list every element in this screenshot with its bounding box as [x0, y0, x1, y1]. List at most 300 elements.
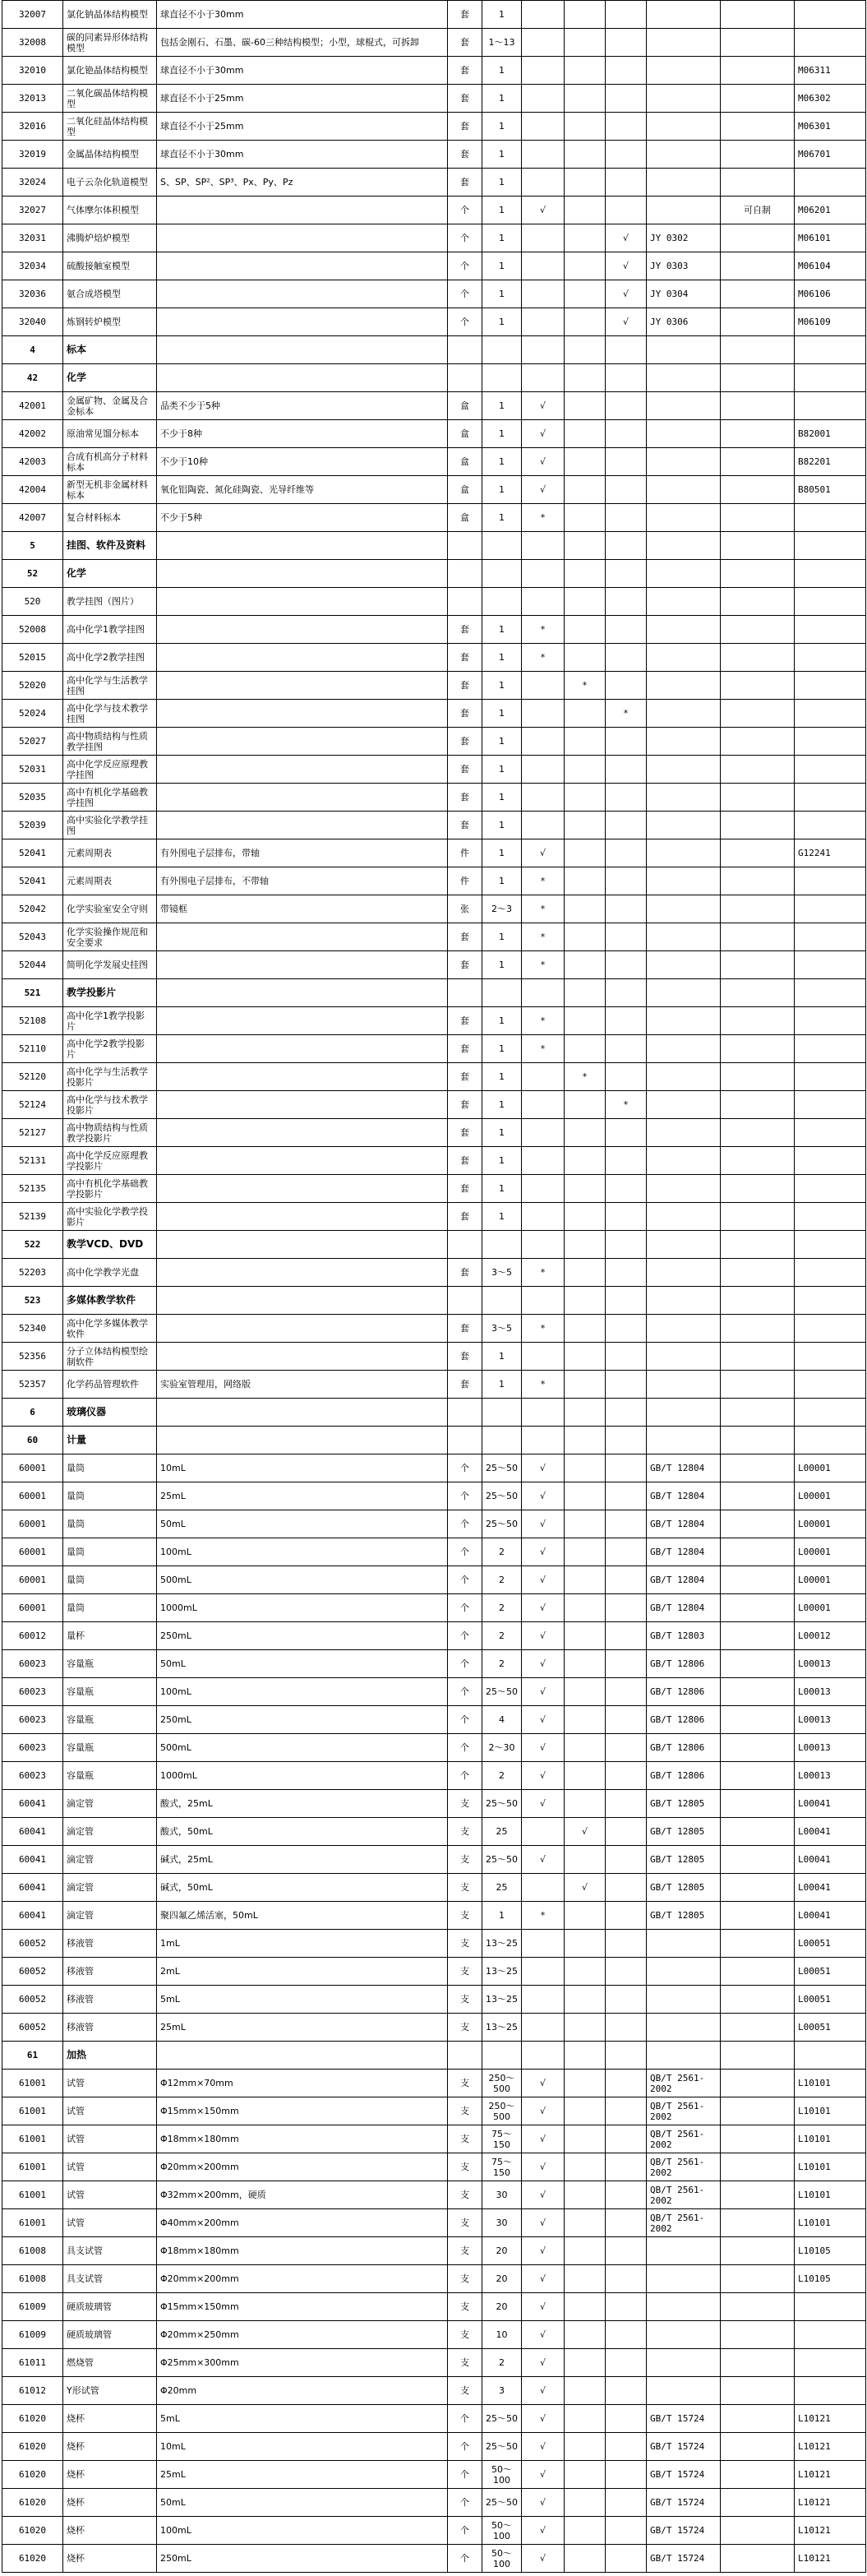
item-quantity-cell: 25～50 [482, 1454, 522, 1482]
item-name-cell: 合成有机高分子材料标本 [63, 448, 157, 476]
item-standard-cell [647, 895, 721, 923]
item-standard-cell: QB/T 2561-2002 [647, 2153, 721, 2181]
item-code-cell: 52340 [2, 1315, 63, 1343]
item-spec-cell: Φ20mm×250mm [157, 2321, 448, 2349]
item-ref-code-cell [795, 700, 866, 728]
item-mark-a-cell [522, 252, 565, 280]
table-row [2, 2153, 866, 2181]
item-name-cell: 高中物质结构与性质教学挂图 [63, 728, 157, 756]
item-ref-code-cell [795, 784, 866, 812]
item-code-cell: 32027 [2, 197, 63, 224]
item-unit-cell: 套 [448, 951, 482, 979]
table-row [2, 420, 866, 448]
item-name-cell: 高中化学反应原理教学投影片 [63, 1147, 157, 1175]
item-mark-c-cell [606, 2405, 647, 2433]
item-name-cell: 燃烧管 [63, 2349, 157, 2377]
item-note-cell [721, 1063, 795, 1091]
item-quantity-cell: 25～50 [482, 1790, 522, 1818]
item-mark-a-cell [522, 2014, 565, 2042]
item-standard-cell [647, 672, 721, 700]
item-unit-cell: 支 [448, 2070, 482, 2097]
item-quantity-cell: 50～100 [482, 2545, 522, 2573]
item-code-cell: 521 [2, 979, 63, 1007]
table-row [2, 308, 866, 336]
item-ref-code-cell: L10105 [795, 2237, 866, 2265]
item-mark-b-cell [565, 1035, 606, 1063]
item-ref-code-cell [795, 1175, 866, 1203]
item-name-cell: 烧杯 [63, 2517, 157, 2545]
item-unit-cell: 支 [448, 2125, 482, 2153]
item-standard-cell [647, 1119, 721, 1147]
item-mark-b-cell [565, 85, 606, 113]
item-spec-cell [157, 532, 448, 560]
table-row [2, 1091, 866, 1119]
item-ref-code-cell [795, 532, 866, 560]
item-unit-cell [448, 2042, 482, 2070]
item-ref-code-cell [795, 644, 866, 672]
item-unit-cell: 套 [448, 1, 482, 29]
item-ref-code-cell: L00013 [795, 1650, 866, 1678]
item-standard-cell [647, 1007, 721, 1035]
item-name-cell: 计量 [63, 1427, 157, 1454]
item-name-cell: 教学VCD、DVD [63, 1231, 157, 1259]
item-mark-b-cell [565, 588, 606, 616]
item-spec-cell: 25mL [157, 2014, 448, 2042]
item-mark-b-cell [565, 700, 606, 728]
item-mark-a-cell: * [522, 504, 565, 532]
item-mark-b-cell [565, 57, 606, 85]
item-mark-b-cell [565, 951, 606, 979]
item-unit-cell: 个 [448, 2517, 482, 2545]
item-standard-cell [647, 560, 721, 588]
item-quantity-cell [482, 2042, 522, 2070]
item-spec-cell: 500mL [157, 1734, 448, 1762]
item-ref-code-cell [795, 588, 866, 616]
item-spec-cell [157, 224, 448, 252]
item-note-cell [721, 1, 795, 29]
item-unit-cell: 个 [448, 1678, 482, 1706]
item-unit-cell: 套 [448, 700, 482, 728]
item-ref-code-cell [795, 1315, 866, 1343]
item-unit-cell [448, 1287, 482, 1315]
item-spec-cell: 1mL [157, 1930, 448, 1958]
item-note-cell [721, 2042, 795, 2070]
item-code-cell: 61011 [2, 2349, 63, 2377]
item-code-cell: 60041 [2, 1846, 63, 1874]
item-name-cell: 高中化学多媒体教学软件 [63, 1315, 157, 1343]
item-mark-b-cell [565, 1622, 606, 1650]
item-mark-c-cell [606, 1119, 647, 1147]
table-row [2, 1846, 866, 1874]
item-quantity-cell: 1 [482, 728, 522, 756]
item-mark-c-cell [606, 1818, 647, 1846]
item-quantity-cell: 2 [482, 2349, 522, 2377]
item-note-cell [721, 2405, 795, 2433]
item-code-cell: 60052 [2, 1930, 63, 1958]
item-mark-b-cell [565, 2237, 606, 2265]
item-mark-b-cell [565, 2265, 606, 2293]
item-mark-c-cell [606, 951, 647, 979]
item-spec-cell [157, 2042, 448, 2070]
item-name-cell: 分子立体结构模型绘制软件 [63, 1343, 157, 1371]
item-standard-cell [647, 1175, 721, 1203]
item-mark-a-cell: √ [522, 392, 565, 420]
item-mark-c-cell: √ [606, 224, 647, 252]
item-note-cell [721, 2209, 795, 2237]
table-row [2, 1818, 866, 1846]
item-standard-cell [647, 392, 721, 420]
item-note-cell [721, 2349, 795, 2377]
item-mark-c-cell [606, 895, 647, 923]
item-mark-c-cell [606, 1399, 647, 1427]
item-code-cell: 60041 [2, 1790, 63, 1818]
item-quantity-cell: 250～500 [482, 2070, 522, 2097]
table-row [2, 1259, 866, 1287]
item-unit-cell [448, 588, 482, 616]
item-mark-a-cell: * [522, 1007, 565, 1035]
item-name-cell: 移液管 [63, 1986, 157, 2014]
item-name-cell: 标本 [63, 336, 157, 364]
item-mark-c-cell [606, 392, 647, 420]
item-quantity-cell: 1 [482, 141, 522, 169]
table-row [2, 113, 866, 141]
item-mark-b-cell [565, 1399, 606, 1427]
item-mark-c-cell [606, 728, 647, 756]
item-mark-b-cell [565, 2405, 606, 2433]
item-spec-cell: 球直径不小于25mm [157, 85, 448, 113]
item-note-cell [721, 2181, 795, 2209]
item-quantity-cell: 1 [482, 1, 522, 29]
table-row [2, 1175, 866, 1203]
item-unit-cell: 个 [448, 2545, 482, 2573]
item-mark-c-cell [606, 1790, 647, 1818]
item-name-cell: 烧杯 [63, 2433, 157, 2461]
item-quantity-cell: 50～100 [482, 2461, 522, 2489]
item-note-cell [721, 1790, 795, 1818]
item-code-cell: 61020 [2, 2517, 63, 2545]
item-quantity-cell: 1 [482, 57, 522, 85]
item-note-cell [721, 1818, 795, 1846]
item-unit-cell: 支 [448, 1790, 482, 1818]
table-row [2, 839, 866, 867]
item-code-cell: 61020 [2, 2405, 63, 2433]
item-spec-cell [157, 728, 448, 756]
section-row [2, 979, 866, 1007]
item-spec-cell [157, 308, 448, 336]
item-name-cell: 烧杯 [63, 2461, 157, 2489]
item-name-cell: 具支试管 [63, 2265, 157, 2293]
item-mark-a-cell: √ [522, 1846, 565, 1874]
table-row [2, 1902, 866, 1930]
section-row [2, 1287, 866, 1315]
item-mark-a-cell: * [522, 1902, 565, 1930]
item-mark-b-cell [565, 224, 606, 252]
item-unit-cell: 套 [448, 672, 482, 700]
item-quantity-cell: 1 [482, 1035, 522, 1063]
item-note-cell [721, 756, 795, 784]
item-mark-b-cell [565, 420, 606, 448]
item-quantity-cell: 25～50 [482, 2433, 522, 2461]
item-ref-code-cell [795, 1063, 866, 1091]
item-spec-cell: 球直径不小于30mm [157, 57, 448, 85]
item-note-cell [721, 1650, 795, 1678]
item-mark-a-cell: √ [522, 2097, 565, 2125]
item-mark-b-cell [565, 141, 606, 169]
item-name-cell: 玻璃仪器 [63, 1399, 157, 1427]
item-note-cell [721, 1706, 795, 1734]
item-quantity-cell: 25～50 [482, 1678, 522, 1706]
item-unit-cell [448, 364, 482, 392]
item-ref-code-cell [795, 895, 866, 923]
item-standard-cell [647, 644, 721, 672]
equipment-table [2, 0, 866, 2573]
item-mark-a-cell: √ [522, 2181, 565, 2209]
item-spec-cell: 25mL [157, 2461, 448, 2489]
item-code-cell: 32007 [2, 1, 63, 29]
item-quantity-cell: 1 [482, 224, 522, 252]
item-spec-cell [157, 1399, 448, 1427]
item-spec-cell [157, 560, 448, 588]
item-name-cell: 滴定管 [63, 1874, 157, 1902]
item-mark-c-cell [606, 1734, 647, 1762]
item-quantity-cell: 250～500 [482, 2097, 522, 2125]
item-unit-cell: 支 [448, 2349, 482, 2377]
item-spec-cell: 酸式，50mL [157, 1818, 448, 1846]
item-mark-c-cell [606, 1930, 647, 1958]
item-code-cell: 52043 [2, 923, 63, 951]
item-mark-c-cell [606, 644, 647, 672]
item-standard-cell: GB/T 12804 [647, 1482, 721, 1510]
item-code-cell: 52035 [2, 784, 63, 812]
table-row [2, 644, 866, 672]
item-spec-cell [157, 364, 448, 392]
item-code-cell: 60023 [2, 1762, 63, 1790]
item-name-cell: 移液管 [63, 1958, 157, 1986]
item-mark-b-cell [565, 1147, 606, 1175]
item-note-cell [721, 1678, 795, 1706]
item-note-cell [721, 2097, 795, 2125]
item-quantity-cell: 25～50 [482, 1846, 522, 1874]
item-standard-cell: QB/T 2561-2002 [647, 2209, 721, 2237]
item-standard-cell [647, 2042, 721, 2070]
item-note-cell [721, 588, 795, 616]
item-code-cell: 52042 [2, 895, 63, 923]
table-row [2, 2545, 866, 2573]
item-mark-a-cell [522, 1287, 565, 1315]
item-unit-cell: 支 [448, 2014, 482, 2042]
item-name-cell: 复合材料标本 [63, 504, 157, 532]
item-code-cell: 52127 [2, 1119, 63, 1147]
item-ref-code-cell: M06311 [795, 57, 866, 85]
item-code-cell: 52039 [2, 812, 63, 839]
item-mark-b-cell [565, 1259, 606, 1287]
item-name-cell: 滴定管 [63, 1790, 157, 1818]
table-row [2, 1790, 866, 1818]
item-mark-c-cell [606, 2349, 647, 2377]
item-mark-b-cell [565, 2321, 606, 2349]
section-row [2, 1231, 866, 1259]
item-mark-a-cell: √ [522, 839, 565, 867]
item-quantity-cell: 3～5 [482, 1315, 522, 1343]
item-code-cell: 60001 [2, 1454, 63, 1482]
item-note-cell [721, 1091, 795, 1119]
item-mark-a-cell: √ [522, 1482, 565, 1510]
item-standard-cell [647, 476, 721, 504]
item-code-cell: 52356 [2, 1343, 63, 1371]
item-unit-cell: 件 [448, 839, 482, 867]
table-row [2, 1, 866, 29]
item-name-cell: 试管 [63, 2181, 157, 2209]
item-code-cell: 60001 [2, 1538, 63, 1566]
item-unit-cell: 支 [448, 2181, 482, 2209]
item-standard-cell: QB/T 2561-2002 [647, 2181, 721, 2209]
item-note-cell [721, 2070, 795, 2097]
item-code-cell: 61001 [2, 2153, 63, 2181]
item-note-cell [721, 700, 795, 728]
item-quantity-cell: 1 [482, 1371, 522, 1399]
item-mark-b-cell [565, 1762, 606, 1790]
item-mark-b-cell [565, 1510, 606, 1538]
item-name-cell: 高中化学反应原理教学挂图 [63, 756, 157, 784]
item-ref-code-cell: L00012 [795, 1622, 866, 1650]
item-note-cell [721, 1538, 795, 1566]
item-unit-cell: 套 [448, 1063, 482, 1091]
item-standard-cell: JY 0304 [647, 280, 721, 308]
item-ref-code-cell [795, 29, 866, 57]
item-standard-cell: QB/T 2561-2002 [647, 2097, 721, 2125]
item-unit-cell: 套 [448, 1315, 482, 1343]
item-mark-a-cell [522, 1203, 565, 1231]
item-mark-b-cell [565, 1, 606, 29]
item-mark-c-cell [606, 1622, 647, 1650]
item-spec-cell [157, 1007, 448, 1035]
item-spec-cell: 实验室管理用，网络版 [157, 1371, 448, 1399]
item-code-cell: 32013 [2, 85, 63, 113]
item-mark-c-cell [606, 336, 647, 364]
item-mark-a-cell: √ [522, 1566, 565, 1594]
item-quantity-cell: 13～25 [482, 2014, 522, 2042]
table-row [2, 1203, 866, 1231]
item-name-cell: 高中有机化学基础教学投影片 [63, 1175, 157, 1203]
item-standard-cell [647, 504, 721, 532]
item-standard-cell [647, 2293, 721, 2321]
item-ref-code-cell: L00013 [795, 1706, 866, 1734]
item-name-cell: 滴定管 [63, 1902, 157, 1930]
item-mark-a-cell: * [522, 616, 565, 644]
item-spec-cell [157, 1315, 448, 1343]
item-unit-cell: 盒 [448, 392, 482, 420]
item-name-cell: 量筒 [63, 1594, 157, 1622]
item-ref-code-cell: L00051 [795, 1930, 866, 1958]
item-quantity-cell: 1 [482, 812, 522, 839]
item-quantity-cell [482, 979, 522, 1007]
item-note-cell [721, 2489, 795, 2517]
item-code-cell: 60023 [2, 1650, 63, 1678]
item-quantity-cell [482, 336, 522, 364]
item-mark-b-cell: √ [565, 1874, 606, 1902]
item-mark-a-cell: √ [522, 1734, 565, 1762]
table-row [2, 2265, 866, 2293]
item-name-cell: 化学药品管理软件 [63, 1371, 157, 1399]
item-quantity-cell: 1 [482, 1203, 522, 1231]
item-code-cell: 4 [2, 336, 63, 364]
table-row [2, 392, 866, 420]
item-spec-cell: 带镜框 [157, 895, 448, 923]
item-mark-a-cell: * [522, 1259, 565, 1287]
item-mark-a-cell [522, 728, 565, 756]
item-note-cell [721, 1510, 795, 1538]
item-unit-cell: 个 [448, 1566, 482, 1594]
item-unit-cell: 盒 [448, 476, 482, 504]
item-unit-cell: 支 [448, 2097, 482, 2125]
item-quantity-cell: 20 [482, 2293, 522, 2321]
item-note-cell [721, 812, 795, 839]
item-mark-a-cell [522, 169, 565, 197]
item-mark-c-cell [606, 1846, 647, 1874]
item-code-cell: 60052 [2, 1986, 63, 2014]
item-spec-cell [157, 784, 448, 812]
item-ref-code-cell: L10101 [795, 2209, 866, 2237]
item-mark-b-cell [565, 1231, 606, 1259]
item-name-cell: 挂图、软件及资料 [63, 532, 157, 560]
item-mark-a-cell [522, 2042, 565, 2070]
item-standard-cell [647, 2321, 721, 2349]
item-quantity-cell: 75～150 [482, 2153, 522, 2181]
item-mark-a-cell: √ [522, 1510, 565, 1538]
item-unit-cell: 个 [448, 2461, 482, 2489]
item-mark-b-cell [565, 1706, 606, 1734]
item-note-cell [721, 923, 795, 951]
item-quantity-cell: 2～3 [482, 895, 522, 923]
item-name-cell: 元素周期表 [63, 839, 157, 867]
item-mark-a-cell [522, 1343, 565, 1371]
item-name-cell: Y形试管 [63, 2377, 157, 2405]
item-name-cell: 量筒 [63, 1566, 157, 1594]
item-ref-code-cell: L00041 [795, 1790, 866, 1818]
item-name-cell: 高中有机化学基础教学挂图 [63, 784, 157, 812]
item-mark-c-cell [606, 1203, 647, 1231]
item-mark-a-cell: √ [522, 2153, 565, 2181]
item-ref-code-cell: L00001 [795, 1566, 866, 1594]
item-spec-cell: 100mL [157, 2517, 448, 2545]
item-mark-a-cell: √ [522, 2070, 565, 2097]
item-ref-code-cell: L10101 [795, 2181, 866, 2209]
item-note-cell [721, 839, 795, 867]
item-quantity-cell: 1 [482, 504, 522, 532]
item-standard-cell [647, 812, 721, 839]
item-name-cell: 氯化钠晶体结构模型 [63, 1, 157, 29]
item-mark-b-cell [565, 2461, 606, 2489]
item-ref-code-cell [795, 2293, 866, 2321]
item-code-cell: 52110 [2, 1035, 63, 1063]
item-note-cell [721, 336, 795, 364]
item-code-cell: 60041 [2, 1818, 63, 1846]
item-mark-c-cell [606, 2042, 647, 2070]
item-mark-c-cell [606, 560, 647, 588]
item-unit-cell: 套 [448, 1147, 482, 1175]
item-name-cell: 高中化学1教学投影片 [63, 1007, 157, 1035]
item-unit-cell: 支 [448, 2237, 482, 2265]
table-row [2, 728, 866, 756]
item-note-cell [721, 1902, 795, 1930]
item-mark-c-cell [606, 588, 647, 616]
item-mark-c-cell [606, 1063, 647, 1091]
item-standard-cell [647, 113, 721, 141]
item-mark-b-cell [565, 2517, 606, 2545]
item-mark-a-cell [522, 1958, 565, 1986]
item-mark-c-cell [606, 1986, 647, 2014]
item-mark-a-cell [522, 308, 565, 336]
